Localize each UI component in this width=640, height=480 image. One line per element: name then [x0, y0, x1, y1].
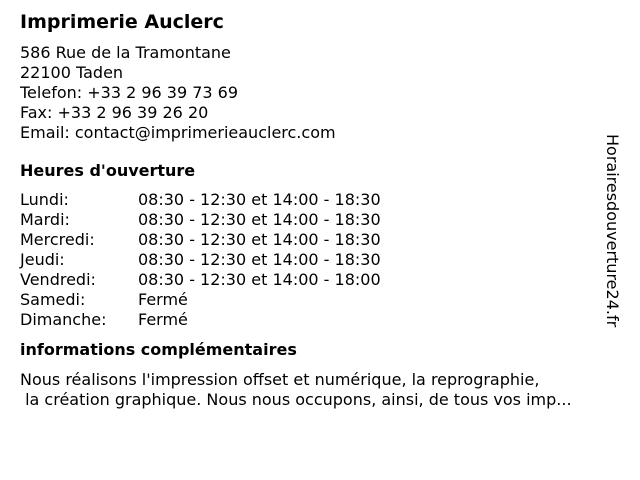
- hours-row-saturday: [20, 290, 600, 310]
- hours-day: Vendredi:: [20, 270, 96, 289]
- hours-table: [20, 190, 600, 330]
- hours-row-wednesday: [20, 230, 600, 250]
- hours-row-thursday: [20, 250, 600, 270]
- hours-day: Samedi:: [20, 290, 86, 309]
- business-name: Imprimerie Auclerc: [20, 11, 224, 33]
- hours-row-tuesday: [20, 210, 600, 230]
- address-street: 586 Rue de la Tramontane: [20, 43, 231, 62]
- hours-time: Fermé: [138, 290, 188, 309]
- hours-time: 08:30 - 12:30 et 14:00 - 18:30: [138, 250, 381, 269]
- hours-row-friday: [20, 270, 600, 290]
- hours-time: 08:30 - 12:30 et 14:00 - 18:30: [138, 190, 381, 209]
- address-city: 22100 Taden: [20, 63, 124, 82]
- fax-line: Fax: +33 2 96 39 26 20: [20, 103, 209, 122]
- hours-day: Dimanche:: [20, 310, 107, 329]
- site-watermark: Horairesdouverture24.fr: [603, 134, 622, 328]
- info-heading: informations complémentaires: [20, 340, 297, 359]
- email-line: Email: contact@imprimerieauclerc.com: [20, 123, 336, 142]
- info-text: Nous réalisons l'impression offset et numérique, la reprographie, la création graphique. Nous nous occupons, ainsi, de tous vos imp...: [20, 370, 572, 409]
- hours-time: 08:30 - 12:30 et 14:00 - 18:30: [138, 230, 381, 249]
- hours-row-sunday: [20, 310, 600, 330]
- hours-time: 08:30 - 12:30 et 14:00 - 18:00: [138, 270, 381, 289]
- hours-day: Mardi:: [20, 210, 70, 229]
- hours-time: 08:30 - 12:30 et 14:00 - 18:30: [138, 210, 381, 229]
- hours-time: Fermé: [138, 310, 188, 329]
- business-card: [20, 10, 600, 410]
- hours-heading: Heures d'ouverture: [20, 161, 196, 180]
- phone-line: Telefon: +33 2 96 39 73 69: [20, 83, 239, 102]
- hours-day: Mercredi:: [20, 230, 95, 249]
- hours-day: Lundi:: [20, 190, 69, 209]
- hours-day: Jeudi:: [20, 250, 65, 269]
- address-block: [20, 43, 600, 143]
- hours-row-monday: [20, 190, 600, 210]
